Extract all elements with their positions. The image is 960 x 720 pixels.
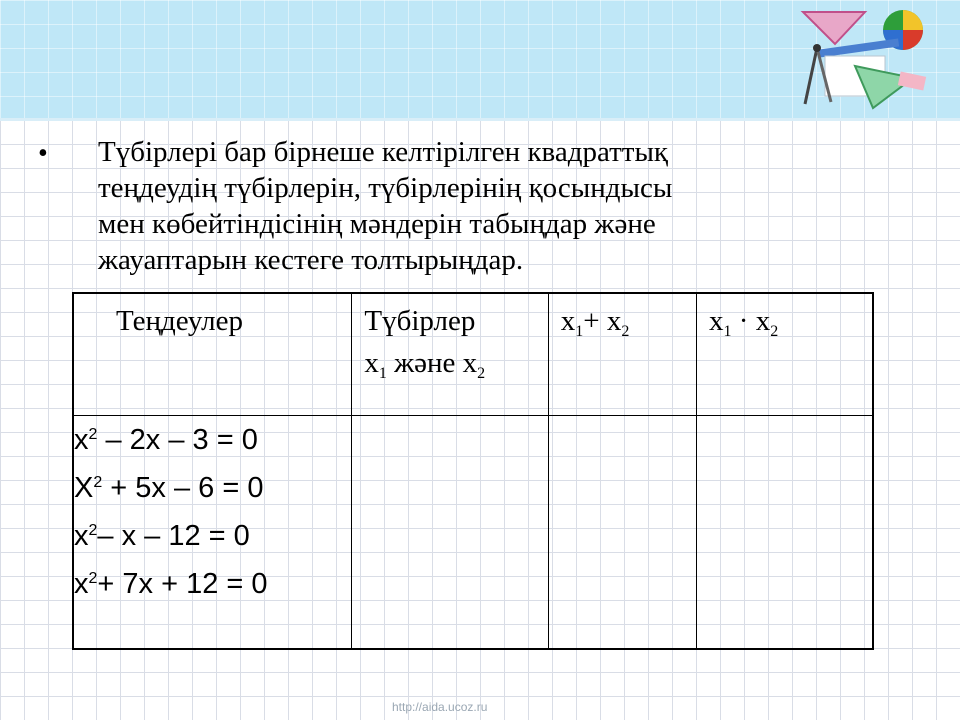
header-equations: Теңдеулер: [73, 293, 352, 416]
instruction-line: мен көбейтіндісінің мәндерін табыңдар және: [98, 208, 656, 240]
table-row: [73, 416, 873, 650]
product-cell[interactable]: [697, 416, 873, 650]
table-header-row: [73, 293, 873, 416]
roots-cell[interactable]: [352, 416, 548, 650]
bullet-point: •: [38, 138, 48, 169]
header-roots-label: Түбірлер: [364, 305, 476, 337]
equation: $x^2-$ x – 12 = 0: [74, 520, 250, 552]
header-product: $x_1 \cdot x_2$: [697, 293, 873, 416]
header-roots-vars: $x_1$ және $x_2$: [364, 347, 486, 382]
instruction-line: теңдеудің түбірлерін, түбірлерінің қосындысы: [98, 172, 673, 204]
answers-table: [72, 292, 874, 650]
equation: $X^2 + 5x - 6 = 0$: [74, 472, 264, 504]
sum-cell[interactable]: [548, 416, 696, 650]
equation: $x^2 - 2x - 3 = 0$: [74, 424, 258, 456]
header-sum: $x_1+ x_2$: [548, 293, 696, 416]
instruction-line: Түбірлері бар бірнеше келтірілген квадраттық: [98, 136, 669, 168]
math-tools-icon: [795, 4, 935, 112]
instruction-text: [98, 134, 818, 278]
equation: $x^2+ 7x + 12 = 0$: [74, 568, 268, 600]
header-roots: [352, 293, 548, 416]
equations-cell: [73, 416, 352, 650]
instruction-line: жауаптарын кестеге толтырыңдар.: [98, 244, 524, 276]
watermark-url: http://aida.ucoz.ru: [392, 700, 488, 714]
